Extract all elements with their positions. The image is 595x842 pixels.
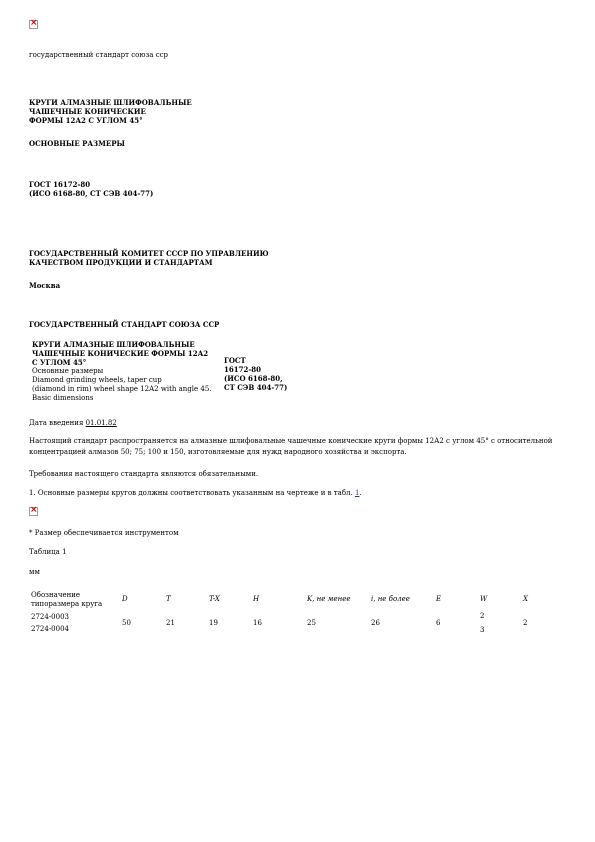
committee-block — [29, 249, 269, 267]
paragraph-dimensions-text: 1. Основные размеры кругов должны соответствовать указанным на чертеже и в табл. — [29, 489, 353, 497]
standard-title-line: ЧАШЕЧНЫЕ КОНИЧЕСКИЕ ФОРМЫ 12А2 — [32, 349, 209, 358]
gost-line: (ИСО 6168-80, СТ СЭВ 404-77) — [29, 189, 154, 198]
paragraph-dimensions-end: . — [359, 489, 362, 497]
standard-desc-line: Diamond grinding wheels, taper cup — [32, 376, 162, 384]
broken-image-icon — [29, 507, 38, 516]
title-line: КРУГИ АЛМАЗНЫЕ ШЛИФОВАЛЬНЫЕ — [29, 98, 192, 107]
standard-gost-line: (ИСО 6168-80, — [224, 374, 283, 383]
paragraph-dimensions — [29, 489, 362, 498]
table-value-cell: 3 — [480, 626, 485, 634]
title-line: ФОРМЫ 12А2 С УГЛОМ 45° — [29, 116, 143, 125]
table-value-cell: 16 — [253, 619, 262, 627]
standard-heading: ГОСУДАРСТВЕННЫЙ СТАНДАРТ СОЮЗА ССР — [29, 320, 220, 329]
table-header-cell: i, не более — [371, 595, 410, 603]
org-name: государственный стандарт союза сср — [29, 51, 169, 59]
table-value-cell: 19 — [209, 619, 218, 627]
date-value: 01.01.82 — [85, 419, 117, 427]
table-header-cell: T-X — [209, 595, 220, 603]
table-header-cell: K, не менее — [307, 595, 351, 603]
paragraph-requirements: Требования настоящего стандарта являются обязательными. — [29, 470, 259, 478]
table-header-designation — [31, 591, 102, 609]
broken-image-icon — [29, 20, 38, 29]
standard-desc-line: (diamond in rim) wheel shape 12A2 with angle 45. — [32, 385, 212, 393]
date-line — [29, 419, 117, 428]
title-block — [29, 98, 192, 125]
committee-line: КАЧЕСТВОМ ПРОДУКЦИИ И СТАНДАРТАМ — [29, 258, 213, 267]
unit-label: мм — [29, 568, 40, 576]
table-value-cell: 25 — [307, 619, 316, 627]
standard-desc-line: Основные размеры — [32, 367, 104, 375]
subtitle: ОСНОВНЫЕ РАЗМЕРЫ — [29, 139, 125, 148]
date-label: Дата введения — [29, 419, 84, 427]
standard-title-line: С УГЛОМ 45° — [32, 358, 87, 367]
standard-gost-line: СТ СЭВ 404-77) — [224, 383, 288, 392]
gost-line: ГОСТ 16172-80 — [29, 180, 91, 189]
table-header-cell: H — [253, 595, 260, 603]
table-header-line: Обозначение — [31, 591, 81, 599]
table-header-cell: W — [480, 595, 488, 603]
table-header-line: типоразмера круга — [31, 600, 103, 608]
table-value-cell: 2 — [523, 619, 528, 627]
table-code-cell: 2724-0003 — [31, 613, 69, 621]
table-value-cell: 26 — [371, 619, 380, 627]
table-header-cell: E — [436, 595, 442, 603]
table-value-cell: 2 — [480, 612, 485, 620]
standard-right-block — [224, 356, 287, 392]
standard-left-block — [32, 340, 212, 403]
table-header-cell: X — [523, 595, 528, 603]
gost-block — [29, 180, 153, 198]
standard-gost-line: ГОСТ — [224, 356, 246, 365]
standard-desc-line: Basic dimensions — [32, 394, 94, 402]
table-code-cell: 2724-0004 — [31, 625, 69, 633]
table-header-cell: D — [122, 595, 128, 603]
standard-gost-line: 16172-80 — [224, 365, 261, 374]
table-value-cell: 21 — [166, 619, 175, 627]
committee-line: ГОСУДАРСТВЕННЫЙ КОМИТЕТ СССР ПО УПРАВЛЕНИЮ — [29, 249, 269, 258]
table-value-cell: 6 — [436, 619, 441, 627]
table-link[interactable]: 1 — [354, 489, 360, 497]
title-line: ЧАШЕЧНЫЕ КОНИЧЕСКИЕ — [29, 107, 146, 116]
paragraph-scope: Настоящий стандарт распространяется на алмазные шлифовальные чашечные конические круги формы 12А2 с углом 45° с относительной концентрацией алмазов 50; 75; 100 и 150, изготовляемые для нужд народного хозяйства и экспорта. — [29, 437, 553, 456]
table-label: Таблица 1 — [29, 548, 67, 556]
city: Москва — [29, 281, 61, 290]
standard-title-line: КРУГИ АЛМАЗНЫЕ ШЛИФОВАЛЬНЫЕ — [32, 340, 195, 349]
table-header-cell: T — [166, 595, 171, 603]
table-value-cell: 50 — [122, 619, 131, 627]
footnote: * Размер обеспечивается инструментом — [29, 529, 179, 537]
